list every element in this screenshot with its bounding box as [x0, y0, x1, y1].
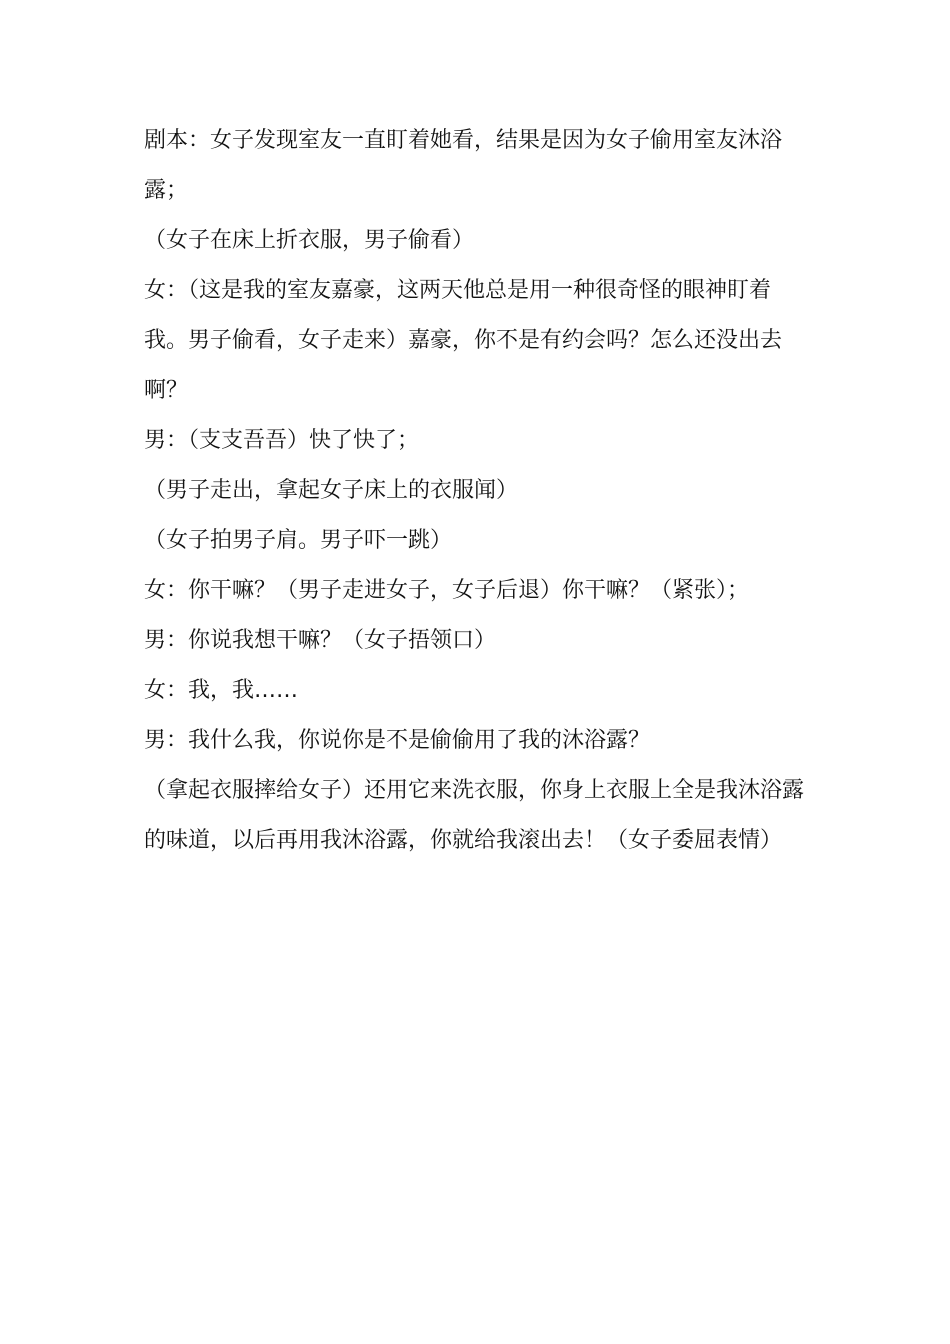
dialogue-line: 女：你干嘛？（男子走进女子，女子后退）你干嘛？（紧张）；: [144, 578, 750, 603]
stage-direction: （拿起衣服摔给女子）还用它来洗衣服，你身上衣服上全是我沐浴露的味道，以后再用我沐浴露，你就给我滚出去！（女子委屈表情）: [144, 778, 805, 853]
dialogue-line: 女：我，我……: [144, 678, 299, 703]
stage-direction: （男子走出，拿起女子床上的衣服闻）: [144, 478, 519, 503]
script-body: [144, 116, 814, 866]
script-title-paragraph: 剧本：女子发现室友一直盯着她看，结果是因为女子偷用室友沐浴露；: [144, 128, 783, 203]
dialogue-line: 男：（支支吾吾）快了快了；: [144, 428, 420, 453]
dialogue-line: 男：我什么我，你说你是不是偷偷用了我的沐浴露？: [144, 728, 651, 753]
stage-direction: （女子拍男子肩。男子吓一跳）: [144, 528, 453, 553]
dialogue-line: 女：（这是我的室友嘉豪，这两天他总是用一种很奇怪的眼神盯着我。男子偷看，女子走来）嘉豪，你不是有约会吗？怎么还没出去啊？: [144, 278, 783, 403]
stage-direction: （女子在床上折衣服，男子偷看）: [144, 228, 475, 253]
dialogue-line: 男：你说我想干嘛？（女子捂领口）: [144, 628, 497, 653]
